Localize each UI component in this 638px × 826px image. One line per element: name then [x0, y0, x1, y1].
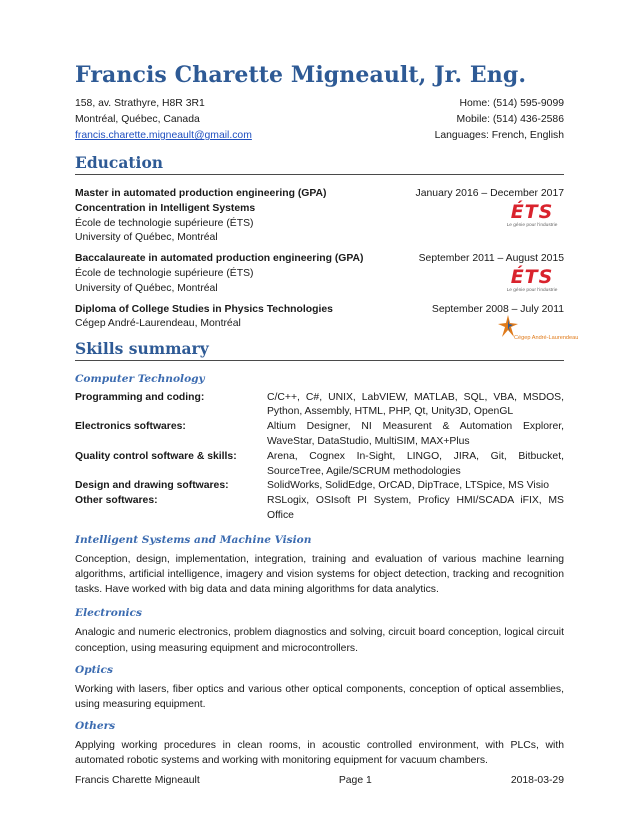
contact-row-2 [75, 112, 564, 128]
skill-row-electronics [75, 420, 564, 450]
degree-school: École de technologie supérieure (ÉTS) [75, 267, 254, 279]
ets-logo-tagline: Le génie pour l'industrie [506, 223, 558, 228]
degree-school: École de technologie supérieure (ÉTS) [75, 217, 254, 229]
skill-label: Programming and coding: [75, 391, 205, 403]
others-text: Applying working procedures in clean rooms, in acoustic controlled environment, with PLCs, with automated robotic systems and working with monitoring equipment for vacuum chambers. [75, 740, 564, 767]
degree-university: University of Québec, Montréal [75, 282, 218, 294]
degree-concentration: Concentration in Intelligent Systems [75, 202, 256, 214]
skill-value: Arena, Cognex In-Sight, LINGO, JIRA, Git, Bitbucket, SourceTree, Agile/SCRUM methodologies [267, 450, 564, 477]
footer-page-number: Page 1 [338, 775, 372, 786]
education-entry-bachelor [75, 252, 564, 296]
education-heading: Education [75, 153, 564, 175]
contact-row-1 [75, 96, 564, 112]
electronics-heading: Electronics [75, 607, 142, 620]
ets-logo-tagline: Le génie pour l'industrie [506, 288, 558, 294]
languages: Languages: French, English [434, 130, 564, 141]
candidate-name: Francis Charette Migneault, Jr. Eng. [75, 62, 527, 88]
optics-text: Working with lasers, fiber optics and various other optical components, conception of optical assemblies, using measuring equipment. [75, 683, 564, 710]
education-entry-master [75, 187, 564, 246]
optics-heading: Optics [75, 663, 113, 676]
address-line-2: Montréal, Québec, Canada [75, 114, 200, 125]
contact-row-3 [75, 128, 564, 144]
skills-heading: Skills summary [75, 339, 564, 361]
address-line-1: 158, av. Strathyre, H8R 3R1 [75, 98, 205, 109]
degree-dates: January 2016 – December 2017 [415, 188, 564, 199]
intelligent-systems-text: Conception, design, implementation, integration, training and evaluation of various machine learning algorithms, artificial intelligence, imagery and vision systems for object detection, tracking and recognition tasks. Have worked with big data and data mining algorithms for data analytics. [75, 553, 564, 596]
home-phone: Home: (514) 595-9099 [459, 98, 564, 109]
skill-row-quality [75, 450, 564, 480]
skill-value: RSLogix, OSIsoft PI System, Proficy HMI/SCADA iFIX, MS Office [267, 495, 564, 521]
skill-label: Electronics softwares: [75, 421, 186, 433]
cegep-logo [486, 315, 579, 341]
degree-university: University of Québec, Montréal [75, 232, 218, 244]
computer-technology-heading: Computer Technology [75, 372, 205, 385]
footer-author: Francis Charette Migneault [75, 775, 200, 786]
email-link[interactable]: francis.charette.migneault@gmail.com [75, 130, 252, 141]
education-entry-diploma [75, 303, 579, 341]
skill-row-other [75, 494, 564, 524]
skill-label: Quality control software & skills: [75, 450, 237, 462]
degree-title: Diploma of College Studies in Physics Technologies [75, 303, 333, 315]
skill-label: Design and drawing softwares: [75, 480, 229, 492]
ets-logo [502, 203, 562, 231]
ets-logo [502, 268, 562, 296]
degree-school: Cégep André-Laurendeau, Montréal [75, 318, 241, 330]
mobile-phone: Mobile: (514) 436-2586 [456, 114, 564, 125]
electronics-text: Analogic and numeric electronics, problem diagnostics and solving, circuit board conception, logical circuit conception, using measuring equipment and microcontrollers. [75, 627, 564, 654]
skill-value: SolidWorks, SolidEdge, OrCAD, DipTrace, LTSpice, MS Visio [267, 480, 549, 492]
intelligent-systems-heading: Intelligent Systems and Machine Vision [75, 533, 312, 546]
degree-title: Master in automated production engineering (GPA) [75, 188, 327, 199]
skill-row-programming [75, 391, 564, 421]
page-footer [75, 775, 564, 786]
skill-label: Other softwares: [75, 495, 158, 507]
ets-logo-text: ÉTS [510, 201, 554, 223]
ets-logo-text: ÉTS [510, 266, 554, 289]
degree-title: Baccalaureate in automated production engineering (GPA) [75, 253, 364, 265]
skill-row-design [75, 479, 564, 494]
cegep-logo-text: Cégep André-Laurendeau [514, 334, 579, 341]
footer-date: 2018-03-29 [510, 775, 564, 786]
degree-dates: September 2008 – July 2011 [431, 303, 564, 315]
others-heading: Others [75, 720, 116, 733]
resume-page [75, 62, 579, 769]
skill-value: Altium Designer, NI Measurent & Automation Explorer, WaveStar, DataStudio, MultiSIM, MAX+Plus [267, 421, 564, 447]
degree-dates: September 2011 – August 2015 [418, 253, 564, 265]
skill-value: C/C++, C#, UNIX, LabVIEW, MATLAB, SQL, VBA, MSDOS, Python, Assembly, HTML, PHP, Qt, Unity3D, OpenGL [267, 391, 564, 418]
